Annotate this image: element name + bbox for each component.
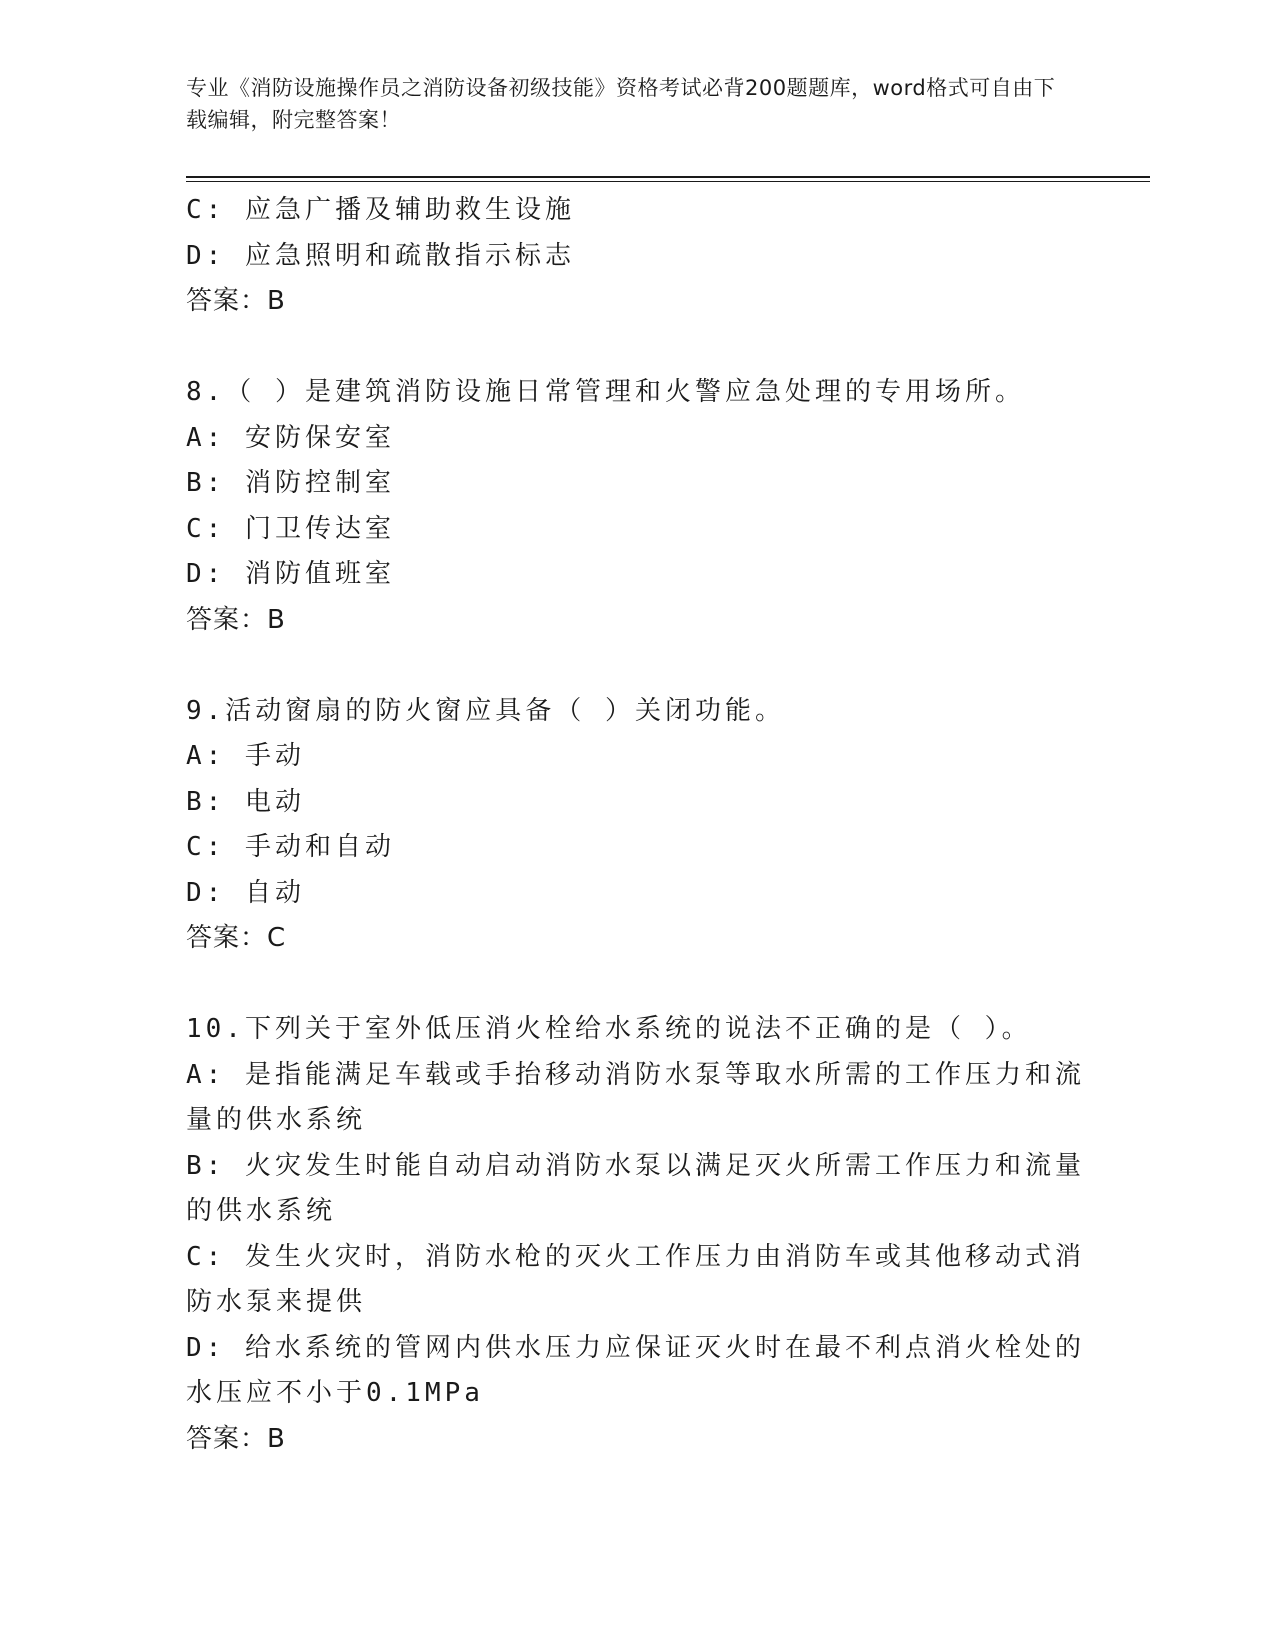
option-d: D: 应急照明和疏散指示标志 [186, 240, 575, 271]
question-stem: 8.（ ）是建筑消防设施日常管理和火警应急处理的专用场所。 [186, 377, 1025, 407]
option-b: B: 电动 [186, 786, 305, 817]
answer-label: 答案：B [186, 604, 286, 635]
option-d: D: 消防值班室 [186, 559, 395, 589]
question-stem: 10.下列关于室外低压消火栓给水系统的说法不正确的是（ ）。 [186, 1014, 1032, 1044]
option-a: A: 是指能满足车载或手抬移动消防水泵等取水所需的工作压力和流量的供水系统 [186, 1059, 1085, 1135]
document-header: 专业《消防设施操作员之消防设备初级技能》资格考试必背200题题库，word格式可自由下载编辑，附完整答案！ [186, 76, 1056, 132]
question-spacer [186, 325, 1086, 371]
answer-label: 答案：C [186, 923, 287, 953]
question-9 [186, 689, 1086, 962]
option-a: A: 手动 [186, 741, 305, 771]
question-10 [186, 1007, 1086, 1462]
option-a: A: 安防保安室 [186, 422, 395, 453]
option-d: D: 自动 [186, 877, 305, 908]
answer-label: 答案：B [186, 286, 286, 316]
question-list [186, 188, 1086, 1462]
question-spacer [186, 962, 1086, 1008]
option-d: D: 给水系统的管网内供水压力应保证灭火时在最不利点消火栓处的水压应不小于0.1MPa [186, 1332, 1085, 1408]
option-c: C: 门卫传达室 [186, 513, 395, 544]
answer-label: 答案：B [186, 1423, 286, 1454]
option-b: B: 消防控制室 [186, 468, 395, 498]
question-spacer [186, 643, 1086, 689]
option-c: C: 发生火灾时，消防水枪的灭火工作压力由消防车或其他移动式消防水泵来提供 [186, 1241, 1085, 1317]
option-c: C: 应急广播及辅助救生设施 [186, 195, 575, 225]
header-divider-thick [186, 176, 1150, 178]
option-c: C: 手动和自动 [186, 832, 395, 862]
question-8 [186, 370, 1086, 643]
question-stem: 9.活动窗扇的防火窗应具备（ ）关闭功能。 [186, 695, 785, 726]
option-b: B: 火灾发生时能自动启动消防水泵以满足灭火所需工作压力和流量的供水系统 [186, 1150, 1085, 1226]
question-prev-continued [186, 188, 1086, 325]
header-divider-thin [186, 181, 1150, 182]
